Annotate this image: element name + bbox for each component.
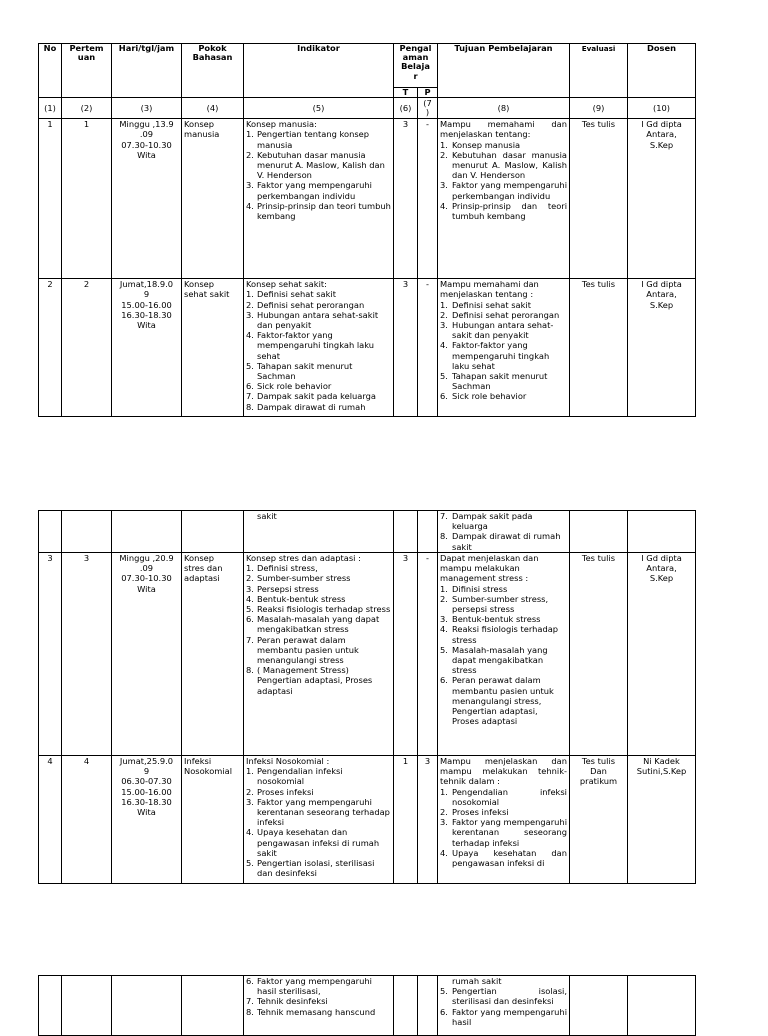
table-block-3 <box>38 975 695 1036</box>
list-item <box>440 675 567 726</box>
list-item-text: Proses infeksi <box>257 786 314 797</box>
list-item-text: Tahapan sakit menurut Sachman <box>257 360 353 382</box>
cell-dosen: I Gd dipta Antara, S.Kep <box>628 119 696 279</box>
header-no: No <box>39 44 62 98</box>
list-item-number: 8. <box>440 531 448 542</box>
list-item-number: 4. <box>440 847 448 858</box>
list-item <box>246 635 391 666</box>
list-item-text: Sick role behavior <box>452 391 527 402</box>
list-item-text: Proses infeksi <box>452 807 509 818</box>
list-item <box>246 665 391 696</box>
list-item-text: Faktor yang mempengaruhi hasil sterilisasi, <box>257 976 372 997</box>
list-item-number: 5. <box>440 371 448 382</box>
list-item <box>246 563 391 573</box>
list-item-number: 5. <box>246 360 254 371</box>
list-item <box>440 624 567 644</box>
list-item <box>246 201 391 221</box>
list-item-text: Masalah-masalah yang dapat mengakibatkan stress <box>452 644 548 676</box>
syllabus-table <box>38 975 696 1036</box>
indikator-heading: Konsep stres dan adaptasi : <box>246 553 361 563</box>
tujuan-list <box>440 511 567 552</box>
list-item-text: Definisi sehat sakit <box>452 299 531 310</box>
list-item-text: Definisi sehat perorangan <box>257 299 365 310</box>
cell-p: - <box>418 119 438 279</box>
list-item <box>246 1007 391 1017</box>
list-item <box>246 402 391 412</box>
list-item-number: 4. <box>246 200 254 211</box>
list-item-text: Dampak dirawat di rumah <box>257 401 366 412</box>
list-item-text: Faktor-faktor yang mempengaruhi tingkah laku sehat <box>452 340 550 371</box>
list-item <box>440 391 567 401</box>
list-item-text: Tehnik desinfeksi <box>257 996 328 1007</box>
indikator-list <box>246 563 391 696</box>
table-block-1 <box>38 43 695 417</box>
list-item <box>440 986 567 1006</box>
table-row <box>39 976 696 1036</box>
cell-t: 3 <box>394 553 418 756</box>
list-item-number: 6. <box>246 381 254 392</box>
list-item-number: 3. <box>246 796 254 807</box>
list-item-number: 8. <box>246 665 254 676</box>
cell-t: 3 <box>394 279 418 417</box>
cell-tujuan <box>438 511 570 553</box>
list-item <box>246 976 391 996</box>
list-item <box>246 150 391 181</box>
cell-pokok: Konsep sehat sakit <box>182 279 244 417</box>
list-item-text: Kebutuhan dasar manusia menurut A. Maslow, Kalish dan V. Henderson <box>257 149 385 181</box>
list-item <box>440 531 567 551</box>
list-item-number: 7. <box>440 511 448 521</box>
list-item-text: Sumber-sumber stress, persepsi stress <box>452 593 549 615</box>
list-item <box>440 511 567 531</box>
list-item-number: 3. <box>440 320 448 331</box>
col-number: (2) <box>62 98 112 119</box>
list-item-text: Reaksi fisiologis terhadap stress <box>452 624 559 645</box>
list-item-text: Reaksi fisiologis terhadap stress <box>257 604 391 615</box>
indikator-list <box>246 976 391 1017</box>
cell-pertemuan: 4 <box>62 756 112 884</box>
list-item <box>246 604 391 614</box>
list-item <box>440 807 567 817</box>
cell-p: 3 <box>418 756 438 884</box>
cell-hari: Minggu ,20.9 .09 07.30-10.30 Wita <box>112 553 182 756</box>
list-item-text: Dampak sakit pada keluarga <box>452 511 533 532</box>
col-number: (4) <box>182 98 244 119</box>
list-item-text: Pengendalian infeksi nosokomial <box>452 786 567 807</box>
list-item <box>440 645 567 676</box>
list-item <box>246 827 391 858</box>
header-pengalaman-belajar: Pengal aman Belaja r <box>394 44 438 88</box>
list-item-text: Upaya kesehatan dan pengawasan infeksi di rumah sakit <box>257 827 380 858</box>
tujuan-list <box>440 787 567 869</box>
header-tujuan: Tujuan Pembelajaran <box>438 44 570 98</box>
col-number: (5) <box>244 98 394 119</box>
cell-tujuan <box>438 279 570 417</box>
list-item-number: 3. <box>246 583 254 594</box>
list-item-number: 6. <box>440 391 448 402</box>
indikator-heading: Konsep manusia: <box>246 119 317 130</box>
cell-indikator <box>244 976 394 1036</box>
indikator-list <box>246 289 391 411</box>
col-number: (3) <box>112 98 182 119</box>
header-t: T <box>394 88 418 98</box>
list-item-text: Pengertian tentang konsep manusia <box>257 129 370 150</box>
list-item-text: Faktor yang mempengaruhi perkembangan individu <box>257 180 372 201</box>
list-item-text: Pengertian isolasi, sterilisasi dan desinfeksi <box>452 986 567 1007</box>
col-number: (6) <box>394 98 418 119</box>
list-item-number: 1. <box>440 139 448 150</box>
list-item <box>246 996 391 1006</box>
list-item-number: 1. <box>246 129 254 140</box>
cell-no: 4 <box>39 756 62 884</box>
col-number: (7 ) <box>418 98 438 119</box>
table-row <box>39 553 696 756</box>
indikator-continuation: sakit <box>257 511 277 521</box>
list-item-text: Kebutuhan dasar manusia menurut A. Maslow, Kalish dan V. Henderson <box>452 149 567 181</box>
list-item-text: Difinisi stress <box>452 583 508 594</box>
list-item <box>440 594 567 614</box>
tujuan-heading: Mampu memahami dan menjelaskan tentang: <box>440 119 567 140</box>
cell-pokok: Konsep manusia <box>182 119 244 279</box>
list-item-text: Masalah-masalah yang dapat mengakibatkan stress <box>257 614 380 635</box>
list-item-text: Faktor yang mempengaruhi kerentanan seseorang terhadap infeksi <box>257 796 390 828</box>
list-item <box>440 201 567 221</box>
list-item-number: 1. <box>440 786 448 797</box>
col-number: (1) <box>39 98 62 119</box>
list-item-number: 3. <box>440 614 448 625</box>
cell-indikator <box>244 119 394 279</box>
list-item <box>246 766 391 786</box>
list-item-text: Faktor-faktor yang mempengaruhi tingkah laku sehat <box>257 330 375 361</box>
list-item-text: Pengertian isolasi, sterilisasi dan desinfeksi <box>257 858 375 879</box>
cell-tujuan <box>438 119 570 279</box>
list-item <box>246 180 391 200</box>
list-item-text: Prinsip-prinsip dan teori tumbuh kembang <box>452 200 567 222</box>
list-item-number: 5. <box>440 644 448 655</box>
cell-pertemuan: 1 <box>62 119 112 279</box>
list-item <box>246 594 391 604</box>
column-number-row <box>39 98 696 119</box>
list-item <box>246 391 391 401</box>
cell-tujuan <box>438 976 570 1036</box>
list-item-number: 1. <box>246 289 254 300</box>
cell-evaluasi: Tes tulis <box>570 553 628 756</box>
list-item-text: Tahapan sakit menurut Sachman <box>452 371 548 392</box>
list-item-number: 8. <box>246 1006 254 1017</box>
list-item-number: 1. <box>246 563 254 574</box>
tujuan-list <box>440 584 567 727</box>
header-pertemuan: Pertem uan <box>62 44 112 98</box>
list-item <box>246 787 391 797</box>
list-item-text: Pengendalian infeksi nosokomial <box>257 766 343 787</box>
cell-dosen: Ni Kadek Sutini,S.Kep <box>628 756 696 884</box>
cell-hari: Jumat,18.9.0 9 15.00-16.00 16.30-18.30 Wita <box>112 279 182 417</box>
list-item <box>246 797 391 828</box>
list-item <box>440 310 567 320</box>
header-p: P <box>418 88 438 98</box>
list-item-number: 3. <box>440 817 448 828</box>
list-item-number: 1. <box>246 766 254 777</box>
indikator-heading: Konsep sehat sakit: <box>246 279 327 290</box>
tujuan-continuation: rumah sakit <box>452 976 502 986</box>
cell-p: - <box>418 279 438 417</box>
list-item-number: 2. <box>246 573 254 584</box>
list-item <box>246 300 391 310</box>
list-item-number: 1. <box>440 299 448 310</box>
list-item-number: 4. <box>440 200 448 211</box>
list-item-number: 2. <box>246 299 254 310</box>
cell-t: 1 <box>394 756 418 884</box>
list-item <box>246 361 391 381</box>
cell-indikator <box>244 511 394 553</box>
list-item-text: Persepsi stress <box>257 583 319 594</box>
cell-pokok: Konsep stres dan adaptasi <box>182 553 244 756</box>
list-item-number: 5. <box>246 858 254 869</box>
list-item-number: 2. <box>246 786 254 797</box>
cell-evaluasi: Tes tulis <box>570 119 628 279</box>
cell-dosen: I Gd dipta Antara, S.Kep <box>628 279 696 417</box>
indikator-list <box>246 129 391 221</box>
list-item-number: 4. <box>246 330 254 341</box>
list-item-text: Bentuk-bentuk stress <box>257 593 346 604</box>
header-indikator: Indikator <box>244 44 394 98</box>
cell-tujuan <box>438 756 570 884</box>
table-block-2 <box>38 510 695 884</box>
cell-no: 1 <box>39 119 62 279</box>
list-item-number: 2. <box>440 309 448 320</box>
cell-t: 3 <box>394 119 418 279</box>
cell-indikator <box>244 756 394 884</box>
cell-hari: Jumat,25.9.0 9 06.30-07.30 15.00-16.00 16.30-18.30 Wita <box>112 756 182 884</box>
list-item <box>440 614 567 624</box>
list-item-number: 4. <box>246 827 254 838</box>
list-item <box>440 180 567 200</box>
list-item-number: 6. <box>246 976 254 986</box>
col-number: (8) <box>438 98 570 119</box>
list-item-number: 3. <box>246 309 254 320</box>
list-item-text: Prinsip-prinsip dan teori tumbuh kembang <box>257 200 391 222</box>
list-item-text: Hubungan antara sehat-sakit dan penyakit <box>257 309 379 331</box>
table-row <box>39 119 696 279</box>
list-item-text: Definisi sehat sakit <box>257 289 336 300</box>
tujuan-list <box>440 140 567 222</box>
header-pokok-bahasan: Pokok Bahasan <box>182 44 244 98</box>
list-item-text: Sumber-sumber stress <box>257 573 351 584</box>
col-number: (10) <box>628 98 696 119</box>
list-item-text: Definisi sehat perorangan <box>452 309 560 320</box>
list-item-number: 6. <box>440 675 448 686</box>
list-item-number: 8. <box>246 401 254 412</box>
tujuan-heading: Dapat menjelaskan dan mampu melakukan management stress : <box>440 553 539 584</box>
list-item <box>440 150 567 181</box>
list-item-number: 3. <box>440 180 448 191</box>
tujuan-heading: Mampu memahami dan menjelaskan tentang : <box>440 279 539 300</box>
list-item-text: Hubungan antara sehat-sakit dan penyakit <box>452 320 554 341</box>
list-item-text: Sick role behavior <box>257 381 332 392</box>
list-item-text: Dampak dirawat di rumah sakit <box>452 531 561 552</box>
list-item <box>246 310 391 330</box>
cell-evaluasi: Tes tulis Dan pratikum <box>570 756 628 884</box>
cell-hari: Minggu ,13.9 .09 07.30-10.30 Wita <box>112 119 182 279</box>
list-item-text: Tehnik memasang hanscund <box>257 1006 376 1017</box>
list-item-number: 7. <box>246 996 254 1007</box>
list-item-number: 6. <box>440 1006 448 1017</box>
list-item <box>440 584 567 594</box>
syllabus-table <box>38 43 696 417</box>
tujuan-heading: Mampu menjelaskan dan mampu melakukan tehnik-tehnik dalam : <box>440 756 567 787</box>
table-row <box>39 511 696 553</box>
list-item <box>246 858 391 878</box>
list-item-number: 1. <box>440 583 448 594</box>
list-item-text: Upaya kesehatan dan pengawasan infeksi di <box>452 847 567 869</box>
list-item-number: 2. <box>246 149 254 160</box>
cell-pertemuan: 3 <box>62 553 112 756</box>
list-item <box>246 129 391 149</box>
table-row <box>39 279 696 417</box>
list-item-number: 4. <box>246 593 254 604</box>
list-item <box>246 330 391 361</box>
list-item <box>440 371 567 391</box>
list-item-text: Faktor yang mempengaruhi hasil <box>452 1006 567 1027</box>
list-item <box>246 584 391 594</box>
list-item <box>440 300 567 310</box>
cell-tujuan <box>438 553 570 756</box>
list-item-number: 6. <box>246 614 254 625</box>
list-item-number: 3. <box>246 180 254 191</box>
list-item-text: Bentuk-bentuk stress <box>452 614 541 625</box>
list-item <box>440 320 567 340</box>
cell-indikator <box>244 279 394 417</box>
list-item-number: 2. <box>440 149 448 160</box>
cell-dosen: I Gd dipta Antara, S.Kep <box>628 553 696 756</box>
list-item-number: 2. <box>440 593 448 604</box>
table-row <box>39 756 696 884</box>
list-item-text: Definisi stress, <box>257 563 318 574</box>
tujuan-list <box>440 986 567 1027</box>
list-item <box>440 787 567 807</box>
list-item <box>246 573 391 583</box>
list-item-number: 7. <box>246 391 254 402</box>
cell-evaluasi: Tes tulis <box>570 279 628 417</box>
tujuan-list <box>440 300 567 402</box>
list-item-number: 2. <box>440 807 448 818</box>
list-item <box>440 848 567 868</box>
cell-indikator <box>244 553 394 756</box>
header-dosen: Dosen <box>628 44 696 98</box>
list-item-text: Peran perawat dalam membantu pasien untuk menangulangi stress, Pengertian adaptasi, Proses adaptasi <box>452 675 554 727</box>
list-item-text: Peran perawat dalam membantu pasien untuk menangulangi stress <box>257 634 359 666</box>
list-item-number: 7. <box>246 634 254 645</box>
list-item <box>246 381 391 391</box>
cell-p: - <box>418 553 438 756</box>
list-item-text: Faktor yang mempengaruhi perkembangan individu <box>452 180 567 201</box>
cell-pokok: Infeksi Nosokomial <box>182 756 244 884</box>
indikator-heading: Infeksi Nosokomial : <box>246 756 330 766</box>
list-item <box>246 614 391 634</box>
list-item <box>440 340 567 371</box>
list-item <box>246 289 391 299</box>
list-item-text: Dampak sakit pada keluarga <box>257 391 376 402</box>
list-item-number: 5. <box>440 986 448 997</box>
list-item-text: Faktor yang mempengaruhi kerentanan seseorang terhadap infeksi <box>452 817 567 848</box>
cell-no: 3 <box>39 553 62 756</box>
col-number: (9) <box>570 98 628 119</box>
indikator-list <box>246 766 391 878</box>
header-hari: Hari/tgl/jam <box>112 44 182 98</box>
list-item-number: 4. <box>440 340 448 351</box>
cell-pertemuan: 2 <box>62 279 112 417</box>
cell-no: 2 <box>39 279 62 417</box>
list-item-text: Konsep manusia <box>452 139 521 150</box>
list-item <box>440 140 567 150</box>
list-item <box>440 817 567 848</box>
list-item-text: ( Management Stress) Pengertian adaptasi, Proses adaptasi <box>257 665 373 696</box>
list-item-number: 4. <box>440 624 448 635</box>
syllabus-table <box>38 510 696 884</box>
list-item-number: 5. <box>246 604 254 615</box>
header-evaluasi: Evaluasi <box>570 44 628 98</box>
